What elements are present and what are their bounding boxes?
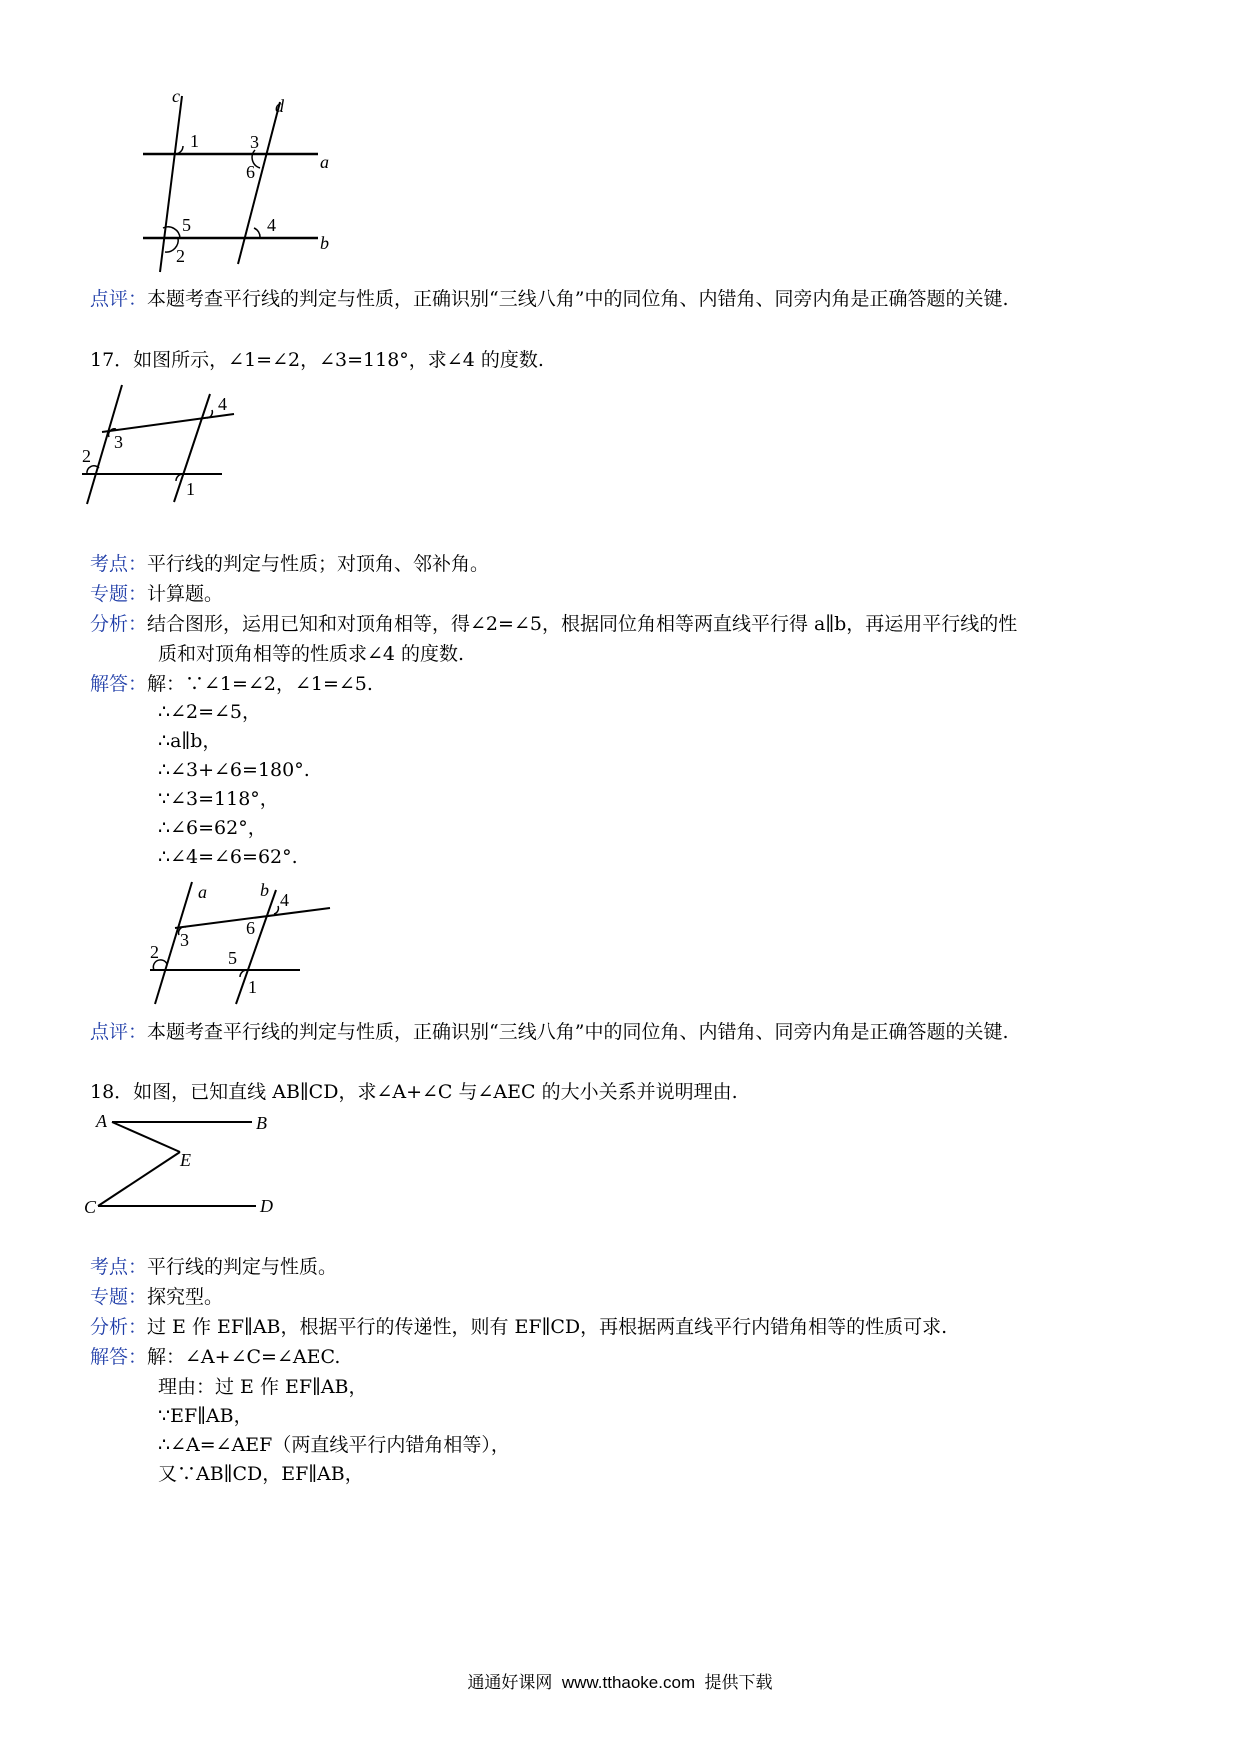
jieda-line: 又∵AB∥CD，EF∥AB， bbox=[158, 1463, 364, 1485]
jieda-line: ∴∠A=∠AEF（两直线平行内错角相等）， bbox=[158, 1434, 510, 1456]
comment-text: 本题考查平行线的判定与性质，正确识别“三线八角”中的同位角、内错角、同旁内角是正确答题的关键. bbox=[147, 1021, 1009, 1043]
jieda-row bbox=[90, 672, 373, 696]
zhuanti-text: 探究型。 bbox=[147, 1286, 224, 1308]
jieda-line: 解：∠A+∠C=∠AEC. bbox=[147, 1346, 341, 1368]
label-D: D bbox=[260, 1196, 273, 1216]
angle-label-4: 4 bbox=[267, 215, 276, 235]
angle-label-3: 3 bbox=[250, 132, 259, 152]
jieda-line: 理由：过 E 作 EF∥AB， bbox=[158, 1376, 368, 1398]
comment-label: 点评： bbox=[90, 1021, 148, 1043]
figure-q18 bbox=[84, 1108, 304, 1218]
zhuanti-text: 计算题。 bbox=[147, 583, 224, 605]
jieda-line: ∴∠2=∠5， bbox=[158, 701, 262, 723]
fenxi-label: 分析： bbox=[90, 1316, 148, 1338]
figure-q17-solution bbox=[150, 876, 340, 1016]
label-c: c bbox=[172, 88, 180, 106]
jieda-line: ∴a∥b， bbox=[158, 730, 222, 752]
kaodian-text: 平行线的判定与性质；对顶角、邻补角。 bbox=[147, 553, 490, 575]
label-B: B bbox=[256, 1113, 267, 1133]
jieda-label: 解答： bbox=[90, 1346, 148, 1368]
page-footer: 通通好课网 www.tthaoke.com 提供下载 bbox=[467, 1673, 773, 1692]
line-top bbox=[102, 414, 234, 432]
angle-label-1: 1 bbox=[186, 479, 195, 499]
comment-row-17 bbox=[90, 1020, 1009, 1044]
angle-label-4: 4 bbox=[218, 394, 227, 414]
angle-label-1: 1 bbox=[190, 131, 199, 151]
label-E: E bbox=[180, 1150, 191, 1170]
kaodian-label: 考点： bbox=[90, 1256, 148, 1278]
kaodian-text: 平行线的判定与性质。 bbox=[147, 1256, 338, 1278]
fenxi-text-line2: 质和对顶角相等的性质求∠4 的度数. bbox=[158, 643, 465, 665]
comment-text: 本题考查平行线的判定与性质，正确识别“三线八角”中的同位角、内错角、同旁内角是正确答题的关键. bbox=[147, 288, 1009, 310]
angle-label-2: 2 bbox=[176, 246, 185, 266]
comment-row-1 bbox=[90, 287, 1009, 311]
segment-EC bbox=[98, 1152, 180, 1206]
segment-AE bbox=[112, 1122, 180, 1152]
angle-label-3: 3 bbox=[180, 930, 189, 950]
label-b: b bbox=[260, 880, 269, 900]
angle-label-6: 6 bbox=[246, 162, 255, 182]
label-b: b bbox=[320, 233, 329, 253]
line-d bbox=[238, 102, 280, 264]
label-C: C bbox=[84, 1197, 97, 1217]
jieda-line: ∵∠3=118°， bbox=[158, 788, 279, 810]
question-17: 17．如图所示，∠1=∠2，∠3=118°，求∠4 的度数. bbox=[90, 349, 544, 371]
angle-arc-4 bbox=[274, 906, 278, 914]
jieda-line: ∴∠6=62°， bbox=[158, 817, 267, 839]
label-d: d bbox=[275, 96, 284, 116]
figure-parallel-lines-1 bbox=[130, 88, 360, 283]
fenxi-label: 分析： bbox=[90, 613, 148, 635]
fenxi-text: 过 E 作 EF∥AB，根据平行的传递性，则有 EF∥CD，再根据两直线平行内错角相等的性质可求. bbox=[147, 1316, 948, 1338]
kaodian-row bbox=[90, 552, 489, 576]
angle-label-2: 2 bbox=[150, 942, 159, 962]
zhuanti-row bbox=[90, 582, 223, 606]
jieda-line: 解：∵∠1=∠2，∠1=∠5. bbox=[147, 673, 373, 695]
jieda-line: ∴∠3+∠6=180°. bbox=[158, 759, 310, 781]
fenxi-row bbox=[90, 1315, 947, 1339]
angle-label-5: 5 bbox=[228, 948, 237, 968]
label-a: a bbox=[320, 152, 329, 172]
angle-label-6: 6 bbox=[246, 918, 255, 938]
comment-label: 点评： bbox=[90, 288, 148, 310]
label-a: a bbox=[198, 882, 207, 902]
zhuanti-label: 专题： bbox=[90, 1286, 148, 1308]
label-A: A bbox=[96, 1111, 107, 1131]
angle-label-2: 2 bbox=[82, 446, 91, 466]
kaodian-label: 考点： bbox=[90, 553, 148, 575]
jieda-label: 解答： bbox=[90, 673, 148, 695]
jieda-line: ∴∠4=∠6=62°. bbox=[158, 846, 298, 868]
jieda-line: ∵EF∥AB， bbox=[158, 1405, 253, 1427]
angle-label-1: 1 bbox=[248, 977, 257, 997]
fenxi-text-line1: 结合图形，运用已知和对顶角相等，得∠2=∠5，根据同位角相等两直线平行得 a∥b，再运用平行线的性 bbox=[147, 613, 1018, 635]
zhuanti-row bbox=[90, 1285, 223, 1309]
figure-q17 bbox=[82, 380, 262, 520]
fenxi-row bbox=[90, 612, 1017, 636]
angle-arc-4 bbox=[254, 228, 260, 238]
angle-label-4: 4 bbox=[280, 890, 289, 910]
angle-label-5: 5 bbox=[182, 215, 191, 235]
angle-label-3: 3 bbox=[114, 432, 123, 452]
jieda-row bbox=[90, 1345, 340, 1369]
question-18: 18．如图，已知直线 AB∥CD，求∠A+∠C 与∠AEC 的大小关系并说明理由. bbox=[90, 1081, 738, 1103]
kaodian-row bbox=[90, 1255, 337, 1279]
zhuanti-label: 专题： bbox=[90, 583, 148, 605]
